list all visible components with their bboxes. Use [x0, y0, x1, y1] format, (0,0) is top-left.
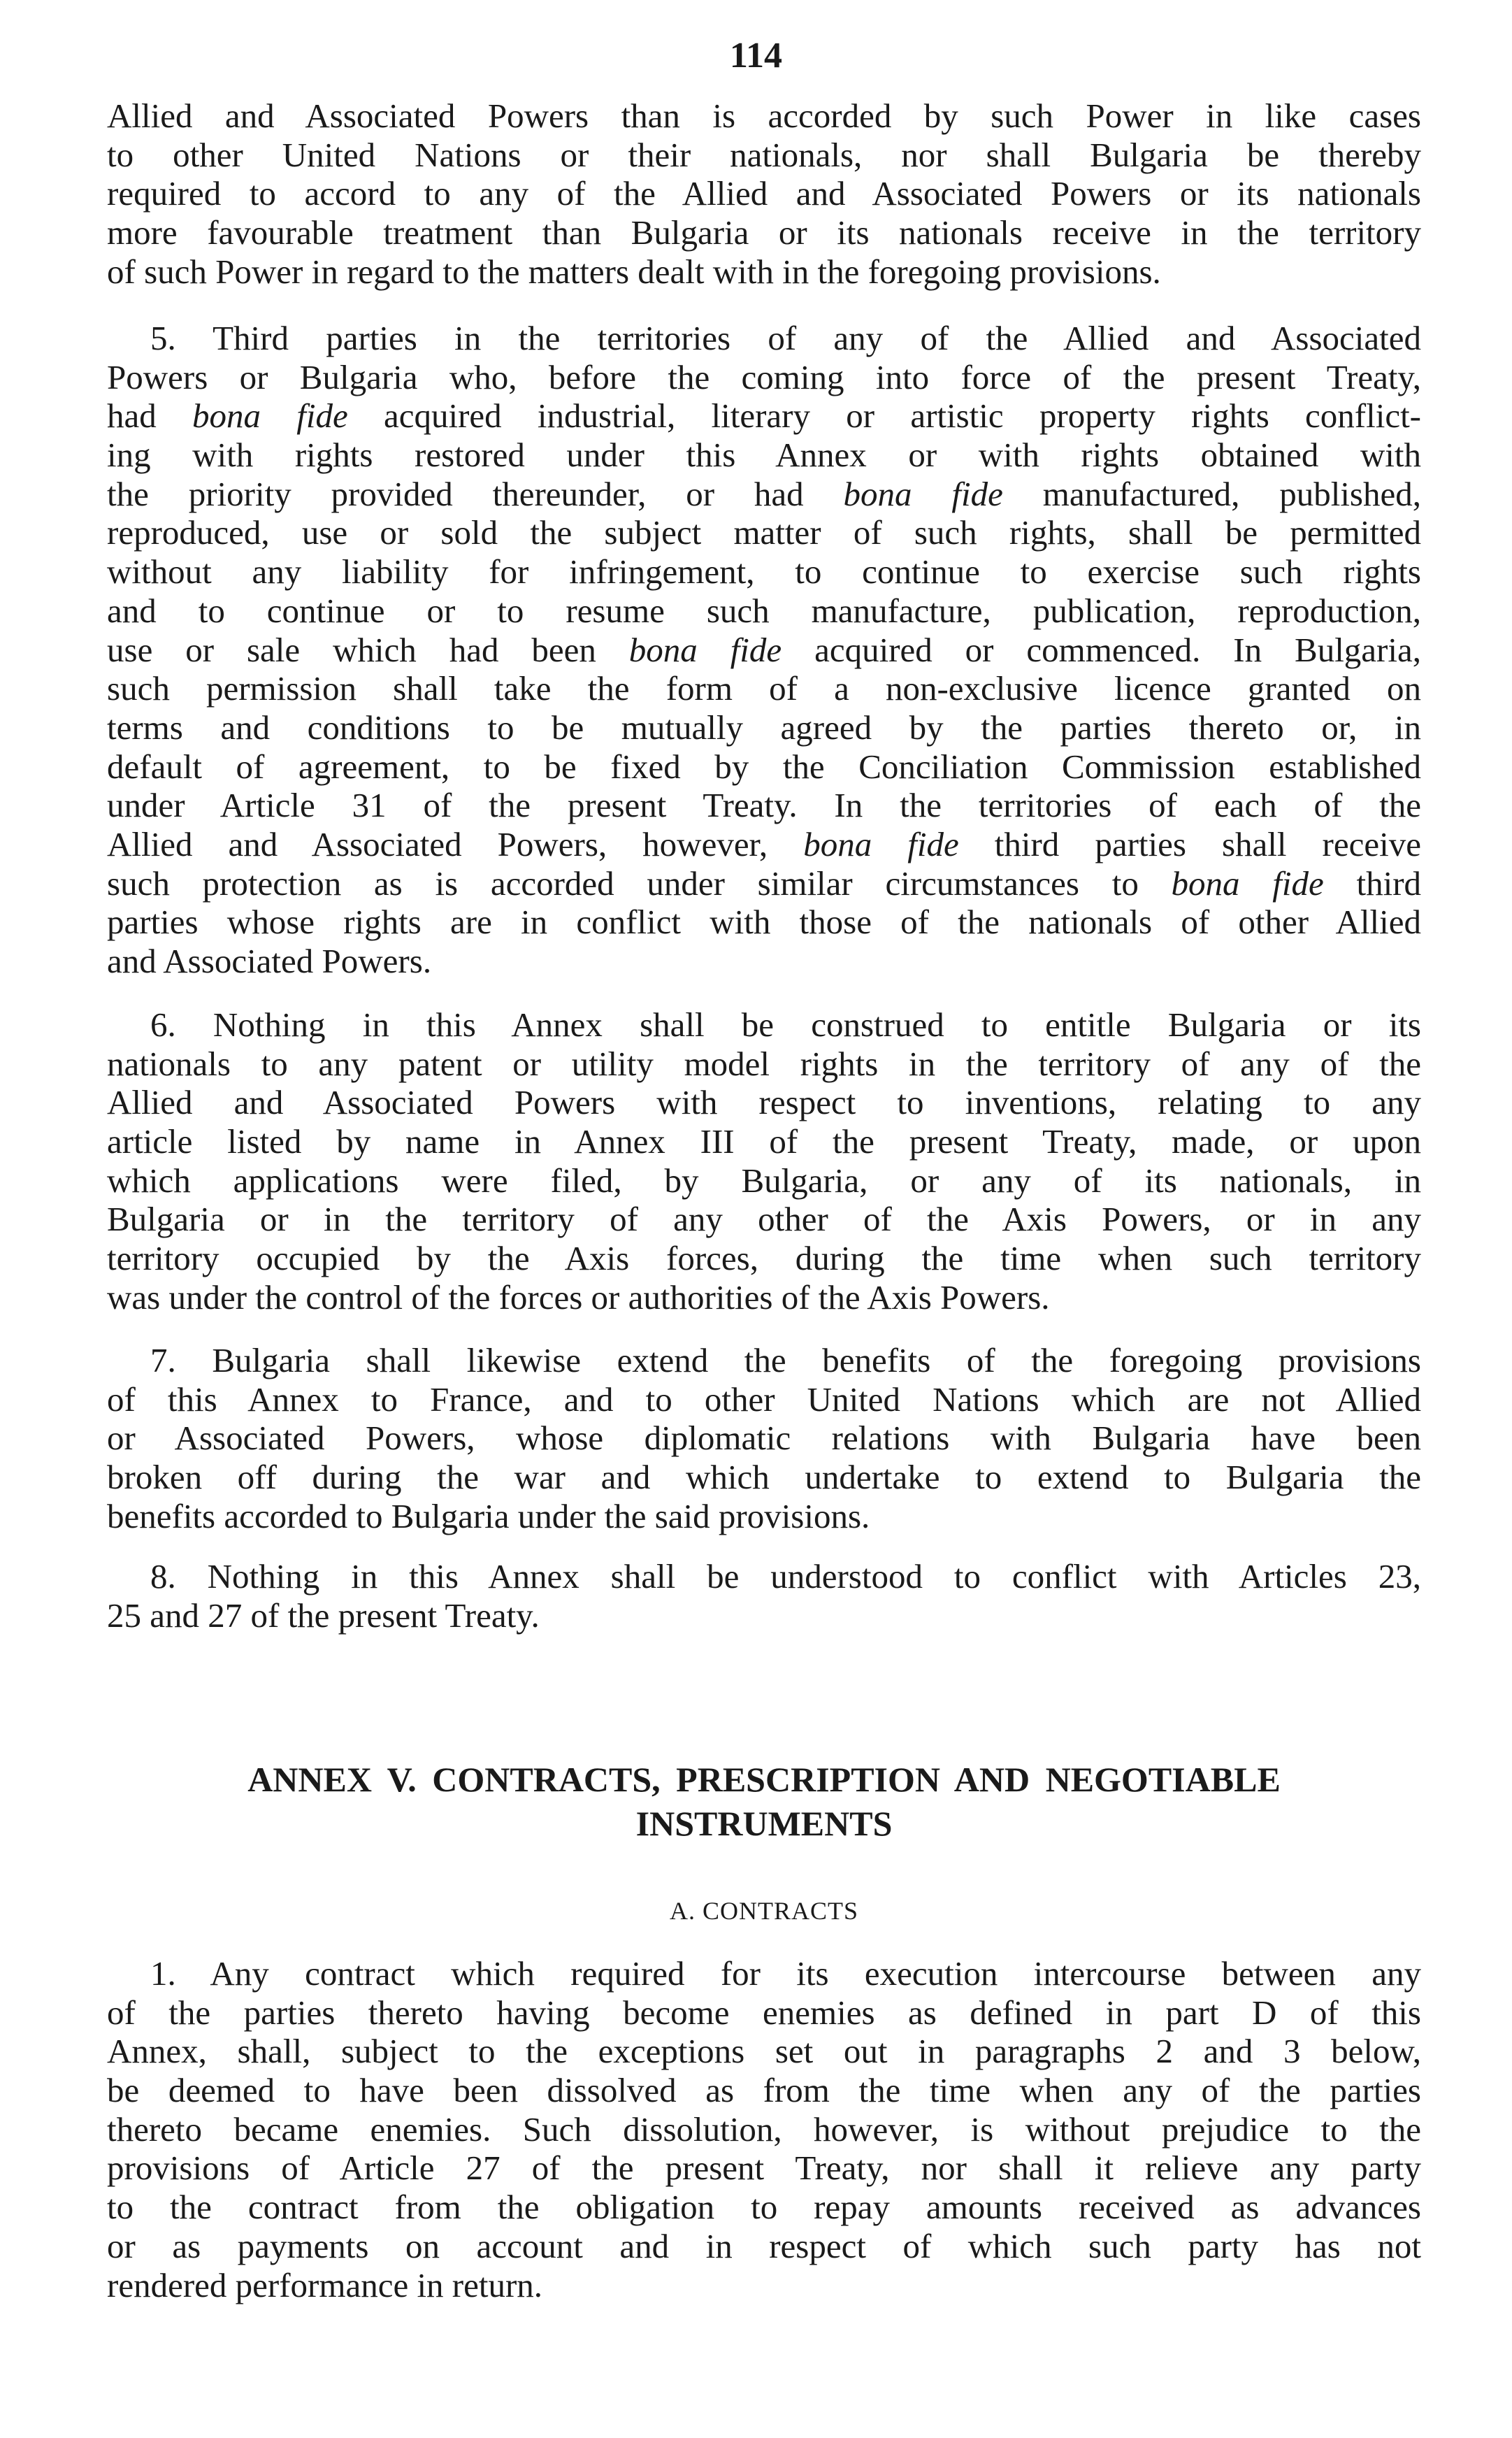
- text-line: territory occupied by the Axis forces, during the time when such territory: [107, 1239, 1421, 1278]
- italic-phrase: bona fide: [192, 396, 348, 436]
- text-line: Bulgaria or in the territory of any other of the Axis Powers, or in any: [107, 1200, 1421, 1239]
- text-line: and Associated Powers.: [107, 942, 432, 980]
- text-line: Annex, shall, subject to the exceptions set out in paragraphs 2 and 3 below,: [107, 2032, 1421, 2071]
- text-line: terms and conditions to be mutually agreed by the parties thereto or, in: [107, 708, 1421, 747]
- text-line: 6. Nothing in this Annex shall be construed to entitle Bulgaria or its: [150, 1005, 1421, 1044]
- text-line: under Article 31 of the present Treaty. In the territories of each of the: [107, 786, 1421, 825]
- text-line: rendered performance in return.: [107, 2265, 543, 2304]
- text-line: without any liability for infringement, to continue to exercise such rights: [107, 552, 1421, 591]
- text-line: 5. Third parties in the territories of any of the Allied and Associated: [150, 319, 1421, 357]
- paragraph-continuation: [107, 96, 1421, 291]
- text-line: to the contract from the obligation to repay amounts received as advances: [107, 2188, 1421, 2227]
- text-line: the priority provided thereunder, or had bona fide manufactured, published,: [107, 474, 1421, 513]
- section-heading: A. CONTRACTS: [669, 1897, 859, 1925]
- text-line: use or sale which had been bona fide acquired or commenced. In Bulgaria,: [107, 630, 1421, 669]
- text-line: Allied and Associated Powers, however, bona fide third parties shall receive: [107, 824, 1421, 863]
- annex-heading-line-1: ANNEX V. CONTRACTS, PRESCRIPTION AND NEGOTIABLE: [247, 1760, 1281, 1799]
- text-line: or as payments on account and in respect of which such party has not: [107, 2226, 1421, 2265]
- text-line: nationals to any patent or utility model rights in the territory of any of the: [107, 1044, 1421, 1083]
- text-line: and to continue or to resume such manufacture, publication, reproduction,: [107, 591, 1421, 630]
- text-line: Allied and Associated Powers with respect to inventions, relating to any: [107, 1083, 1421, 1122]
- text-line: which applications were filed, by Bulgaria, or any of its nationals, in: [107, 1161, 1421, 1200]
- text-line: of the parties thereto having become enemies as defined in part D of this: [107, 1993, 1421, 2032]
- text-line: default of agreement, to be fixed by the Conciliation Commission established: [107, 747, 1421, 786]
- italic-phrase: bona fide: [843, 474, 1003, 513]
- italic-phrase: bona fide: [803, 824, 959, 863]
- italic-phrase: bona fide: [1171, 863, 1324, 903]
- text-line: Allied and Associated Powers than is accorded by such Power in like cases: [107, 96, 1421, 135]
- text-line: reproduced, use or sold the subject matter of such rights, shall be permitted: [107, 513, 1421, 552]
- text-line: provisions of Article 27 of the present Treaty, nor shall it relieve any party: [107, 2149, 1421, 2188]
- text-line: was under the control of the forces or authorities of the Axis Powers.: [107, 1277, 1050, 1317]
- text-line: broken off during the war and which undertake to extend to Bulgaria the: [107, 1458, 1421, 1497]
- text-line: or Associated Powers, whose diplomatic relations with Bulgaria have been: [107, 1419, 1421, 1458]
- text-line: to other United Nations or their nationals, nor shall Bulgaria be thereby: [107, 135, 1421, 174]
- paragraph-a1: [107, 1954, 1421, 2304]
- text-line: parties whose rights are in conflict with those of the nationals of other Allied: [107, 903, 1421, 942]
- annex-heading: [107, 1758, 1421, 1846]
- italic-phrase: bona fide: [628, 630, 782, 669]
- text-line: 1. Any contract which required for its execution intercourse between any: [150, 1954, 1421, 1993]
- page-number: 114: [729, 36, 783, 76]
- text-line: more favourable treatment than Bulgaria or its nationals receive in the territory: [107, 213, 1421, 252]
- text-line: article listed by name in Annex III of the present Treaty, made, or upon: [107, 1122, 1421, 1161]
- text-line: benefits accorded to Bulgaria under the said provisions.: [107, 1496, 870, 1535]
- text-line: 7. Bulgaria shall likewise extend the benefits of the foregoing provisions: [150, 1341, 1421, 1379]
- paragraph-7: [107, 1341, 1421, 1535]
- text-line: of such Power in regard to the matters dealt with in the foregoing provisions.: [107, 252, 1161, 291]
- text-line: be deemed to have been dissolved as from the time when any of the parties: [107, 2071, 1421, 2110]
- text-line: required to accord to any of the Allied and Associated Powers or its nationals: [107, 174, 1421, 213]
- paragraph-5: [107, 319, 1421, 981]
- text-line: thereto became enemies. Such dissolution, however, is without prejudice to the: [107, 2109, 1421, 2149]
- text-line: such permission shall take the form of a non-exclusive licence granted on: [107, 669, 1421, 708]
- paragraph-6: [107, 1005, 1421, 1317]
- text-line: of this Annex to France, and to other United Nations which are not Allied: [107, 1379, 1421, 1419]
- annex-heading-line-2: INSTRUMENTS: [635, 1804, 893, 1843]
- paragraph-8: [107, 1557, 1421, 1635]
- text-line: such protection as is accorded under similar circumstances to bona fide third: [107, 863, 1422, 903]
- text-line: Powers or Bulgaria who, before the coming into force of the present Treaty,: [107, 357, 1421, 396]
- text-line: had bona fide acquired industrial, literary or artistic property rights conflict-: [107, 396, 1422, 436]
- text-line: 25 and 27 of the present Treaty.: [107, 1596, 540, 1635]
- text-line: ing with rights restored under this Annex or with rights obtained with: [107, 436, 1421, 475]
- text-line: 8. Nothing in this Annex shall be understood to conflict with Articles 23,: [150, 1557, 1421, 1596]
